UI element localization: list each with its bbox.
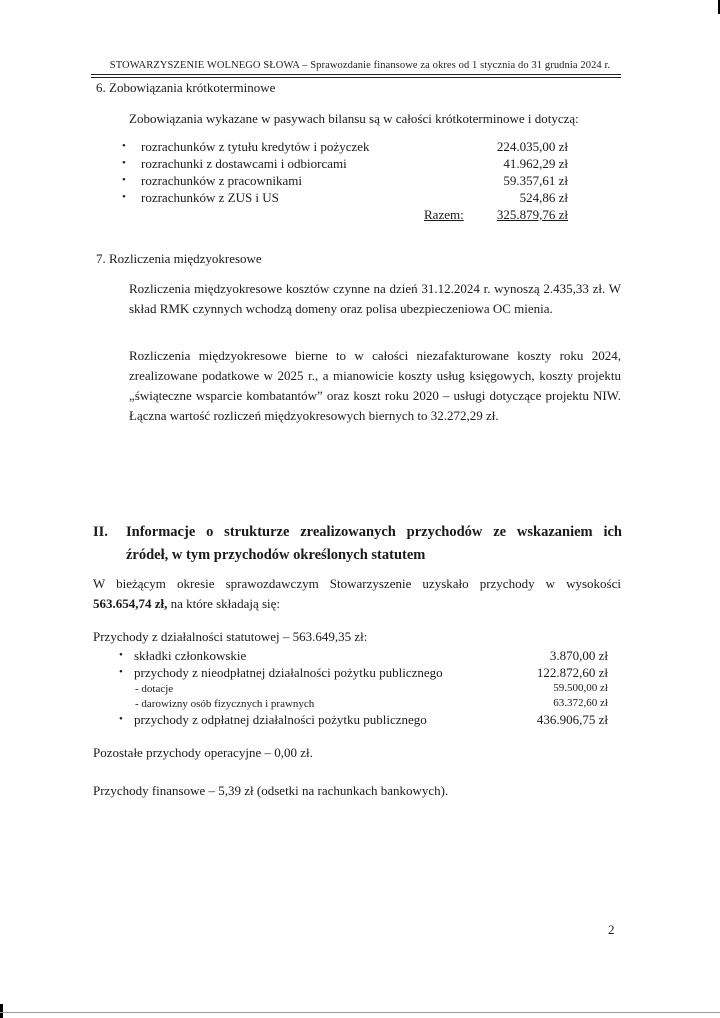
header-rule-top [91,74,621,75]
intro-tail: na które składają się: [167,596,281,611]
header-org: STOWARZYSZENIE WOLNEGO SŁOWA [109,60,300,71]
bullet-icon: • [122,157,126,169]
item-amount: 224.035,00 zł [496,139,568,154]
bullet-icon: • [119,649,123,661]
item-amount: 59.357,61 zł [503,173,568,188]
item-label: rozrachunków z pracownikami [141,173,302,188]
section6-title: 6. Zobowiązania krótkoterminowe [96,80,276,95]
other-operating-income: Pozostałe przychody operacyjne – 0,00 zł. [93,745,313,760]
item-amount: 41.962,29 zł [503,156,568,171]
financial-income: Przychody finansowe – 5,39 zł (odsetki na rachunkach bankowych). [93,783,449,798]
section-ii-title-line1: Informacje o strukturze zrealizowanych przychodów ze wskazaniem ich [126,524,622,540]
bullet-icon: • [122,191,126,203]
bullet-icon: • [119,713,123,725]
sub-item-label: - dotacje [135,683,174,695]
total-revenue-amount: 563.654,74 zł, [93,596,168,611]
item-label: przychody z nieodpłatnej działalności pożytku publicznego [134,665,443,680]
header-rule-bottom [91,77,621,78]
section-ii-intro-line2 [93,594,280,614]
item-label: rozrachunków z tytułu kredytów i pożyczek [141,139,370,154]
statutory-heading: Przychody z działalności statutowej – 563.649,35 zł: [93,629,368,644]
item-amount: 524,86 zł [519,190,568,205]
section7-paragraph-2: Rozliczenia międzyokresowe bierne to w całości niezafakturowane koszty roku 2024, zrealizowane podatkowe w 2025 r., a mianowicie koszty usług księgowych, koszty projektu „świąteczne wsparcie kombatantów” oraz koszt roku 2020 – usługi dotyczące projektu NIW. Łączna wartość rozliczeń międzyokresowych biernych to 32.272,29 zł. [129,348,621,423]
section6-intro: Zobowiązania wykazane w pasywach bilansu są w całości krótkoterminowe i dotyczą: [129,111,579,126]
sub-item-label: - darowizny osób fizycznych i prawnych [135,698,315,710]
scan-edge-line-bottom [0,1012,720,1013]
bullet-icon: • [119,666,123,678]
section-ii-number: II. [93,524,108,540]
item-label: składki członkowskie [134,648,247,663]
header-rest: – Sprawozdanie finansowe za okres od 1 stycznia do 31 grudnia 2024 r. [299,60,611,71]
page-number: 2 [608,922,615,937]
section-ii-intro-text: W bieżącym okresie sprawozdawczym Stowarzyszenie uzyskało przychody w wysokości [93,576,621,591]
item-label: rozrachunki z dostawcami i odbiorcami [141,156,347,171]
page-header [0,60,720,71]
total-label: Razem: [424,207,464,222]
item-label: przychody z odpłatnej działalności pożytku publicznego [134,712,427,727]
sub-item-amount: 59.500,00 zł [553,682,608,694]
sub-item-amount: 63.372,60 zł [553,697,608,709]
total-amount: 325.879,76 zł [496,207,568,222]
section-ii-title-line2: źródeł, w tym przychodów określonych statutem [126,547,426,563]
section7-title: 7. Rozliczenia międzyokresowe [96,251,262,266]
item-amount: 436.906,75 zł [536,712,608,727]
scan-edge-mark-bottom [0,1004,3,1018]
item-label: rozrachunków z ZUS i US [141,190,279,205]
bullet-icon: • [122,174,126,186]
bullet-icon: • [122,140,126,152]
item-amount: 122.872,60 zł [536,665,608,680]
section7-paragraph-1: Rozliczenia międzyokresowe kosztów czynne na dzień 31.12.2024 r. wynoszą 2.435,33 zł. W skład RMK czynnych wchodzą domeny oraz polisa ubezpieczeniowa OC mienia. [129,281,621,316]
item-amount: 3.870,00 zł [549,648,608,663]
